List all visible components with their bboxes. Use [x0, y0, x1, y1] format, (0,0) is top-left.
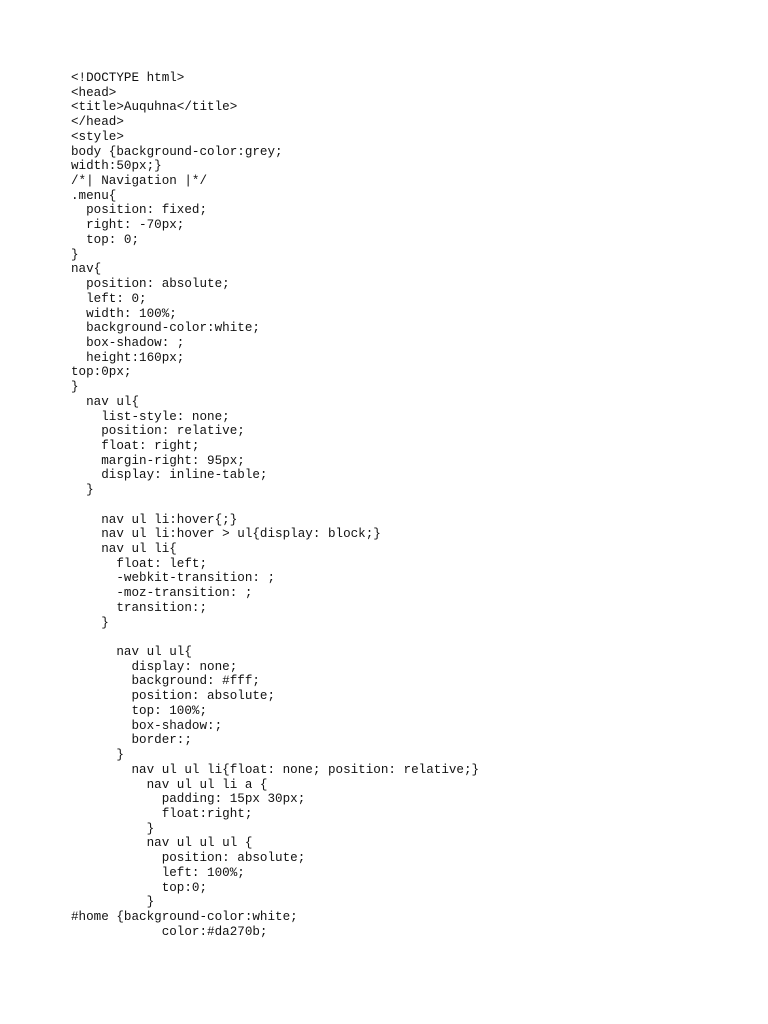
- code-line: float: right;: [71, 438, 200, 453]
- code-line: #home {background-color:white;: [71, 909, 298, 924]
- code-line: nav ul ul{: [71, 645, 192, 660]
- code-line: }: [71, 748, 124, 763]
- code-line: nav ul ul ul {: [71, 836, 253, 851]
- code-line: border:;: [71, 733, 192, 748]
- code-line: }: [71, 895, 155, 910]
- code-line: width: 100%;: [71, 306, 177, 321]
- code-line: right: -70px;: [71, 218, 185, 233]
- code-line: box-shadow: ;: [71, 335, 185, 350]
- code-line: float:right;: [71, 806, 253, 821]
- code-line: position: absolute;: [71, 851, 306, 866]
- code-line: transition:;: [71, 600, 208, 615]
- code-line: </head>: [71, 115, 124, 130]
- code-line: background-color:white;: [71, 321, 260, 336]
- code-line: top: 100%;: [71, 703, 208, 718]
- code-line: nav ul li:hover{;}: [71, 512, 238, 527]
- code-line: -webkit-transition: ;: [71, 571, 276, 586]
- code-line: float: left;: [71, 556, 208, 571]
- code-line: height:160px;: [71, 350, 185, 365]
- code-line: top: 0;: [71, 232, 140, 247]
- code-line: nav ul li:hover > ul{display: block;}: [71, 527, 381, 542]
- code-line: }: [71, 821, 155, 836]
- code-line: color:#da270b;: [71, 924, 268, 939]
- code-line: box-shadow:;: [71, 718, 223, 733]
- code-line: margin-right: 95px;: [71, 453, 245, 468]
- code-line: <!DOCTYPE html>: [71, 71, 185, 85]
- code-line: top:0;: [71, 880, 208, 895]
- code-line: body {background-color:grey;: [71, 144, 283, 159]
- code-line: <title>Auquhna</title>: [71, 100, 238, 115]
- code-line: nav ul li{: [71, 542, 177, 556]
- code-line: nav ul ul li{float: none; position: relative;}: [71, 762, 480, 777]
- code-line: }: [71, 615, 109, 630]
- code-line: <style>: [71, 129, 124, 144]
- code-line: background: #fff;: [71, 674, 260, 689]
- code-line: nav ul{: [71, 394, 140, 409]
- code-listing: [71, 71, 479, 939]
- code-line: display: none;: [71, 659, 238, 674]
- code-line: width:50px;}: [71, 159, 162, 174]
- code-line: display: inline-table;: [71, 468, 268, 483]
- code-line: position: relative;: [71, 424, 245, 439]
- code-line: nav ul ul li a {: [71, 777, 268, 792]
- code-line: <head>: [71, 85, 117, 100]
- code-line: list-style: none;: [71, 409, 230, 424]
- code-line: .menu{: [71, 188, 117, 203]
- code-line: [71, 498, 479, 513]
- code-line: left: 0;: [71, 291, 147, 306]
- code-line: -moz-transition: ;: [71, 586, 253, 601]
- code-line: position: absolute;: [71, 277, 230, 292]
- code-line: /*| Navigation |*/: [71, 174, 208, 189]
- code-line: }: [71, 380, 79, 395]
- code-line: padding: 15px 30px;: [71, 792, 306, 807]
- code-line: position: fixed;: [71, 203, 208, 218]
- code-line: left: 100%;: [71, 865, 245, 880]
- code-line: nav{: [71, 262, 102, 277]
- code-line: }: [71, 483, 94, 498]
- code-line: }: [71, 247, 79, 262]
- code-line: [71, 630, 479, 645]
- code-line: top:0px;: [71, 365, 132, 380]
- code-line: position: absolute;: [71, 689, 276, 704]
